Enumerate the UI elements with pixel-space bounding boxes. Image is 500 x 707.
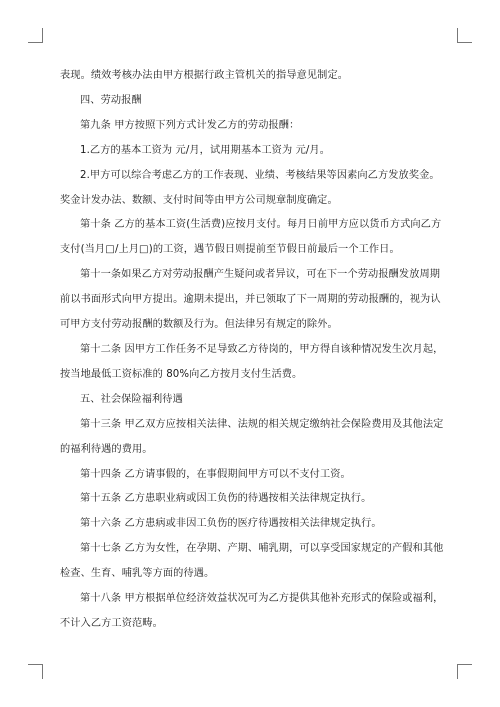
text-line: 按当地最低工资标准的 80%向乙方按月支付生活费。 (60, 368, 303, 380)
crop-mark-bottom-left (28, 664, 43, 679)
text-line: 表现。绩效考核办法由甲方根据行政主管机关的指导意见制定。 (60, 70, 349, 81)
text-line: 前以书面形式向甲方提出。逾期未提出，并已领取了下一周期的劳动报酬的，视为认 (60, 294, 441, 306)
article-17: 第十七条 乙方为女性，在孕期、产期、哺乳期，可以享受国家规定的产假和其他 (80, 543, 444, 555)
article-18: 第十八条 甲方根据单位经济效益状况可为乙方提供其他补充形式的保险或福利， (80, 593, 444, 605)
text-line: 的福利待遇的费用。 (60, 443, 153, 455)
article-16: 第十六条 乙方患病或非因工负伤的医疗待遇按相关法律规定执行。 (80, 518, 382, 530)
crop-mark-top-right (457, 28, 472, 43)
document-body (60, 64, 445, 637)
article-15: 第十五条 乙方患职业病或因工负伤的待遇按相关法律规定执行。 (80, 493, 372, 505)
crop-mark-bottom-right (457, 664, 472, 679)
crop-mark-top-left (28, 28, 43, 43)
text-line: 检查、生育、哺乳等方面的待遇。 (60, 568, 215, 580)
section-heading-labor-pay: 四、劳动报酬 (80, 94, 142, 106)
article-13: 第十三条 甲乙双方应按相关法律、法规的相关规定缴纳社会保险费用及其他法定 (80, 418, 444, 430)
text-line: 不计入乙方工资范畴。 (60, 617, 163, 629)
text-line: 可甲方支付劳动报酬的数额及行为。但法律另有规定的除外。 (60, 319, 338, 331)
article-9: 第九条 甲方按照下列方式计发乙方的劳动报酬： (80, 119, 300, 131)
text-line: 奖金计发办法、数额、支付时间等由甲方公司规章制度确定。 (60, 194, 338, 206)
text-line: 2.甲方可以综合考虑乙方的工作表现、业绩、考核结果等因素向乙方发放奖金。 (80, 169, 440, 181)
article-12: 第十二条 因甲方工作任务不足导致乙方待岗的，甲方得自该种情况发生次月起， (80, 343, 444, 355)
article-14: 第十四条 乙方请事假的，在事假期间甲方可以不支付工资。 (80, 468, 351, 480)
text-line: 1.乙方的基本工资为 元/月，试用期基本工资为 元/月。 (80, 144, 330, 156)
section-heading-social-insurance: 五、社会保险福利待遇 (80, 393, 183, 405)
text-line: 支付(当月□/上月□)的工资，遇节假日则提前至节假日前最后一个工作日。 (60, 244, 400, 256)
article-10: 第十条 乙方的基本工资(生活费)应按月支付。每月日前甲方应以货币方式向乙方 (80, 219, 442, 231)
article-11: 第十一条如果乙方对劳动报酬产生疑问或者异议，可在下一个劳动报酬发放周期 (80, 269, 441, 281)
